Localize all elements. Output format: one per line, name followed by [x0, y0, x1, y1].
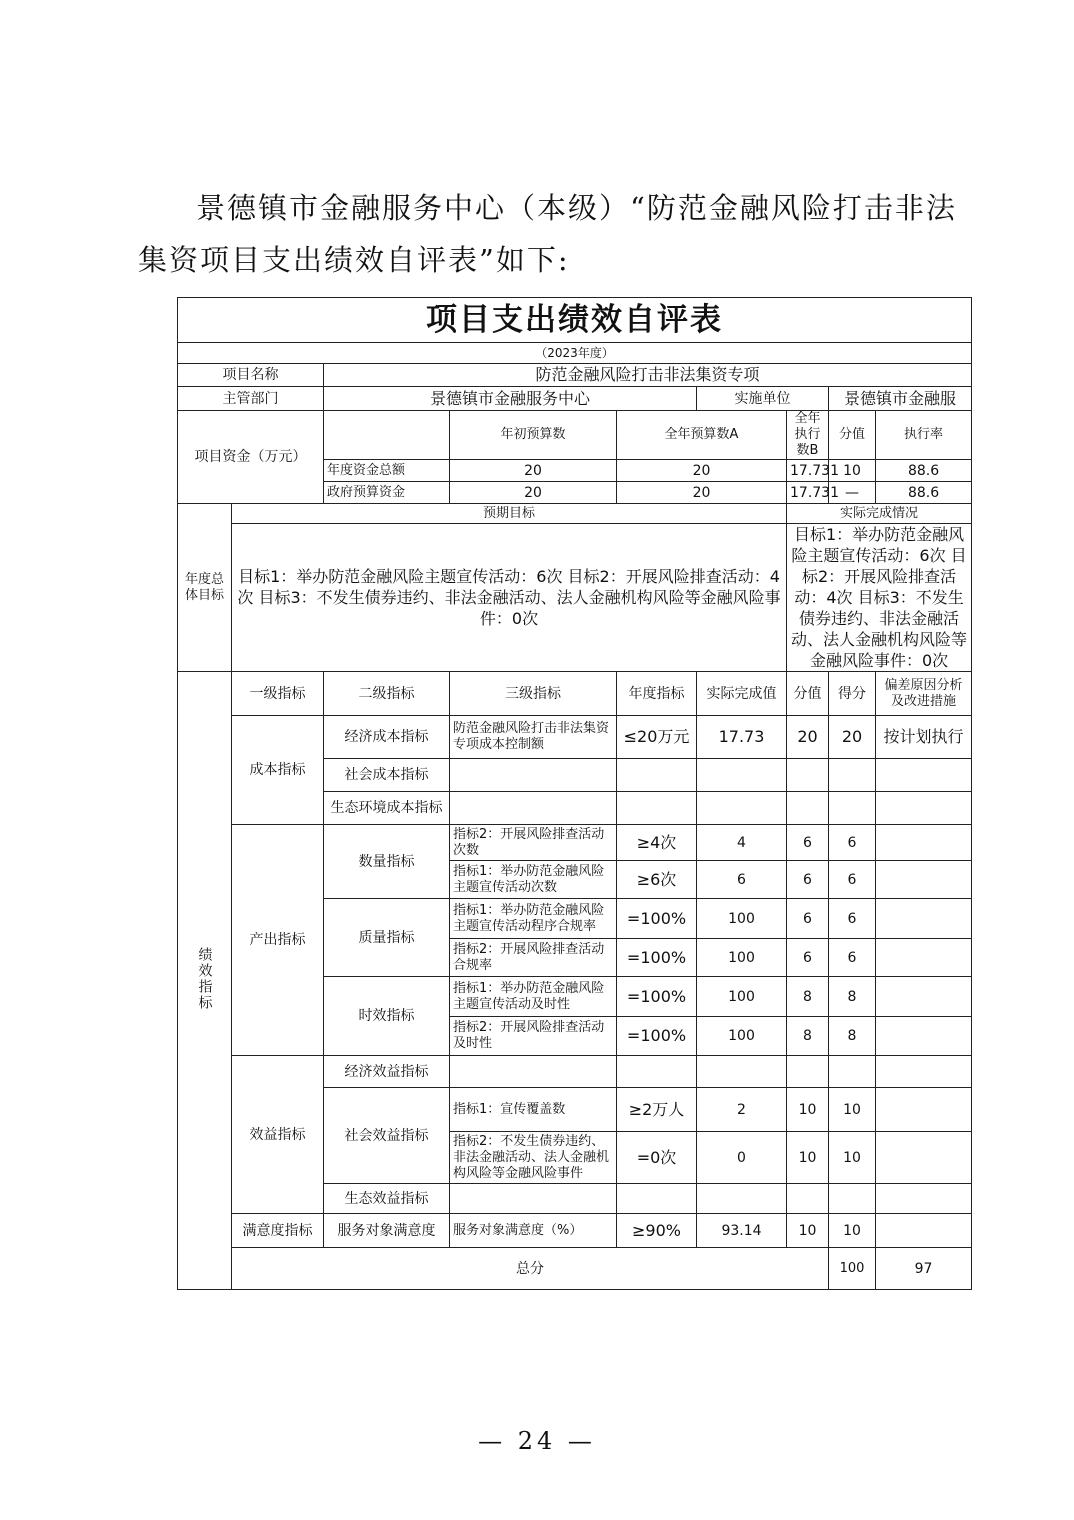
indicator-actual: 100 [697, 977, 787, 1017]
funds-row-name: 年度资金总额 [324, 460, 450, 482]
indicator-actual: 0 [697, 1132, 787, 1184]
indicator-l3: 指标1：宣传覆盖数 [450, 1088, 617, 1132]
indicator-l3: 指标1：举办防范金融风险主题宣传活动次数 [450, 861, 617, 899]
indicator-value: 10 [787, 1088, 829, 1132]
indicator-target: ≥2万人 [617, 1088, 697, 1132]
indicator-actual: 6 [697, 861, 787, 899]
goals-actual: 目标1：举办防范金融风险主题宣传活动：6次 目标2：开展风险排查活动：4次 目标3：不发生债券违约、非法金融活动、法人金融机构风险等金融风险事件：0次 [787, 524, 972, 672]
indicator-target: =0次 [617, 1132, 697, 1184]
perf-header-score: 得分 [829, 672, 876, 716]
indicator-actual: 100 [697, 899, 787, 939]
funds-row-initial: 20 [450, 460, 617, 482]
impl-label: 实施单位 [697, 387, 829, 411]
total-value: 100 [829, 1248, 876, 1290]
satisfaction-score: 10 [829, 1214, 876, 1248]
output-label: 产出指标 [232, 825, 324, 1056]
dept-label: 主管部门 [178, 387, 324, 411]
perf-header-target: 年度指标 [617, 672, 697, 716]
indicator-target: =100% [617, 1017, 697, 1056]
project-name-label: 项目名称 [178, 364, 324, 387]
indicator-score: 6 [829, 861, 876, 899]
evaluation-table [177, 297, 972, 1290]
output-quality-label: 质量指标 [324, 899, 450, 977]
goals-label: 年度总体目标 [178, 504, 232, 672]
total-score: 97 [876, 1248, 972, 1290]
cost-eco-env-label: 生态环境成本指标 [324, 792, 450, 825]
satisfaction-l3: 服务对象满意度（%） [450, 1214, 617, 1248]
funds-header-initial: 年初预算数 [450, 411, 617, 460]
intro-paragraph: 景德镇市金融服务中心（本级）“防范金融风险打击非法集资项目支出绩效自评表”如下: [138, 191, 957, 277]
indicator-score: 10 [829, 1088, 876, 1132]
cost-economic-label: 经济成本指标 [324, 716, 450, 759]
perf-header-l3: 三级指标 [450, 672, 617, 716]
table-year: （2023年度） [178, 343, 972, 364]
perf-header-actual: 实际完成值 [697, 672, 787, 716]
satisfaction-actual: 93.14 [697, 1214, 787, 1248]
funds-row-executed: 17.731 [787, 460, 829, 482]
perf-header-l1: 一级指标 [232, 672, 324, 716]
benefit-label: 效益指标 [232, 1056, 324, 1214]
funds-header-annual: 全年预算数A [617, 411, 787, 460]
cost-economic-reason: 按计划执行 [876, 716, 972, 759]
indicator-actual: 100 [697, 939, 787, 977]
funds-row-name: 政府预算资金 [324, 482, 450, 504]
perf-header-l2: 二级指标 [324, 672, 450, 716]
funds-row-initial: 20 [450, 482, 617, 504]
goals-expected: 目标1：举办防范金融风险主题宣传活动：6次 目标2：开展风险排查活动：4次 目标3：不发生债券违约、非法金融活动、法人金融机构风险等金融风险事件：0次 [232, 524, 787, 672]
page-number: — 24 — [478, 1427, 596, 1455]
indicator-value: 6 [787, 899, 829, 939]
cost-economic-score: 20 [829, 716, 876, 759]
funds-header-executed: 全年执行数B [787, 411, 829, 460]
goals-expected-label: 预期目标 [232, 504, 787, 524]
satisfaction-value: 10 [787, 1214, 829, 1248]
indicator-value: 6 [787, 939, 829, 977]
funds-row-executed: 17.731 [787, 482, 829, 504]
indicator-l3: 指标1：举办防范金融风险主题宣传活动程序合规率 [450, 899, 617, 939]
benefit-social-label: 社会效益指标 [324, 1088, 450, 1184]
output-timeliness-label: 时效指标 [324, 977, 450, 1056]
perf-header-reason: 偏差原因分析及改进措施 [876, 672, 972, 716]
indicator-value: 6 [787, 861, 829, 899]
goals-actual-label: 实际完成情况 [787, 504, 972, 524]
cost-economic-actual: 17.73 [697, 716, 787, 759]
evaluation-table-wrapper [177, 297, 973, 1290]
indicator-target: ≥4次 [617, 825, 697, 861]
indicator-score: 10 [829, 1132, 876, 1184]
output-quantity-label: 数量指标 [324, 825, 450, 899]
perf-label-text: 绩效指标 [196, 946, 213, 1011]
indicator-value: 10 [787, 1132, 829, 1184]
indicator-l3: 指标2：不发生债券违约、非法金融活动、法人金融机构风险等金融风险事件 [450, 1132, 617, 1184]
funds-row-score-value: — [829, 482, 876, 504]
indicator-score: 8 [829, 977, 876, 1017]
indicator-score: 6 [829, 825, 876, 861]
satisfaction-l1: 满意度指标 [232, 1214, 324, 1248]
benefit-economic-label: 经济效益指标 [324, 1056, 450, 1088]
indicator-l3: 指标2：开展风险排查活动及时性 [450, 1017, 617, 1056]
funds-header-score-value: 分值 [829, 411, 876, 460]
funds-row-annual: 20 [617, 460, 787, 482]
indicator-target: =100% [617, 899, 697, 939]
benefit-eco-label: 生态效益指标 [324, 1184, 450, 1214]
funds-row-score-value: 10 [829, 460, 876, 482]
indicator-value: 8 [787, 1017, 829, 1056]
impl-value: 景德镇市金融服 [829, 387, 972, 411]
funds-label: 项目资金（万元） [178, 411, 324, 504]
indicator-l3: 指标1：举办防范金融风险主题宣传活动及时性 [450, 977, 617, 1017]
indicator-score: 8 [829, 1017, 876, 1056]
indicator-l3: 指标2：开展风险排查活动合规率 [450, 939, 617, 977]
cost-label: 成本指标 [232, 716, 324, 825]
satisfaction-l2: 服务对象满意度 [324, 1214, 450, 1248]
funds-header-rate: 执行率 [876, 411, 972, 460]
indicator-value: 6 [787, 825, 829, 861]
cost-economic-value: 20 [787, 716, 829, 759]
cost-economic-l3: 防范金融风险打击非法集资专项成本控制额 [450, 716, 617, 759]
indicator-actual: 100 [697, 1017, 787, 1056]
project-name: 防范金融风险打击非法集资专项 [324, 364, 972, 387]
funds-header-blank [324, 411, 450, 460]
dept-value: 景德镇市金融服务中心 [324, 387, 697, 411]
funds-row-rate: 88.6 [876, 482, 972, 504]
funds-row-rate: 88.6 [876, 460, 972, 482]
table-title: 项目支出绩效自评表 [178, 298, 972, 343]
indicator-value: 8 [787, 977, 829, 1017]
cost-economic-target: ≤20万元 [617, 716, 697, 759]
indicator-actual: 4 [697, 825, 787, 861]
indicator-target: ≥6次 [617, 861, 697, 899]
indicator-target: =100% [617, 939, 697, 977]
indicator-score: 6 [829, 899, 876, 939]
indicator-l3: 指标2：开展风险排查活动次数 [450, 825, 617, 861]
satisfaction-target: ≥90% [617, 1214, 697, 1248]
indicator-score: 6 [829, 939, 876, 977]
perf-header-value: 分值 [787, 672, 829, 716]
cost-social-label: 社会成本指标 [324, 759, 450, 792]
perf-label [178, 672, 232, 1290]
total-label: 总分 [232, 1248, 829, 1290]
indicator-actual: 2 [697, 1088, 787, 1132]
indicator-target: =100% [617, 977, 697, 1017]
funds-row-annual: 20 [617, 482, 787, 504]
